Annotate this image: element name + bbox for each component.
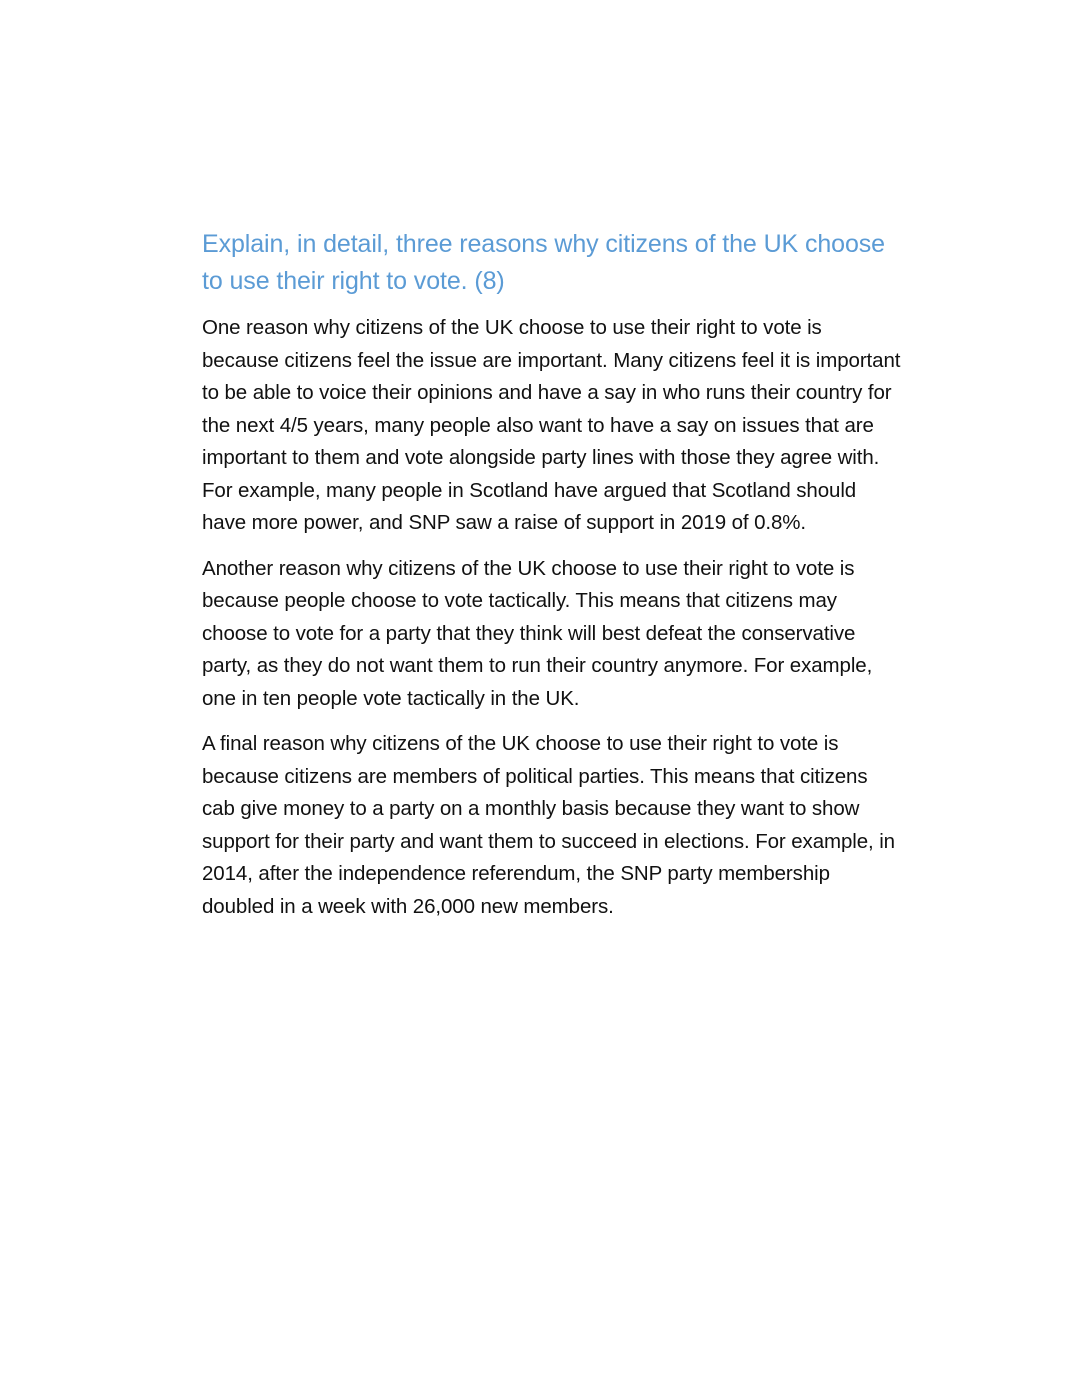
document-content bbox=[202, 226, 902, 936]
answer-paragraph-3: A final reason why citizens of the UK choose to use their right to vote is because citizens are members of political parties. This means that citizens cab give money to a party on a monthly basis because they want to show support for their party and want them to succeed in elections. For example, in 2014, after the independence referendum, the SNP party membership doubled in a week with 26,000 new members. bbox=[202, 732, 895, 918]
question-heading: Explain, in detail, three reasons why citizens of the UK choose to use their right to vote. (8) bbox=[202, 230, 885, 295]
answer-paragraph-2: Another reason why citizens of the UK choose to use their right to vote is because people choose to vote tactically. This means that citizens may choose to vote for a party that they think will best defeat the conservative party, as they do not want them to run their country anymore. For example, one in ten people vote tactically in the UK. bbox=[202, 556, 873, 710]
answer-paragraph-1: One reason why citizens of the UK choose to use their right to vote is because citizens feel the issue are important. Many citizens feel it is important to be able to voice their opinions and have a say in who runs their country for the next 4/5 years, many people also want to have a say on issues that are important to them and vote alongside party lines with those they agree with. For example, many people in Scotland have argued that Scotland should have more power, and SNP saw a raise of support in 2019 of 0.8%. bbox=[202, 316, 901, 534]
